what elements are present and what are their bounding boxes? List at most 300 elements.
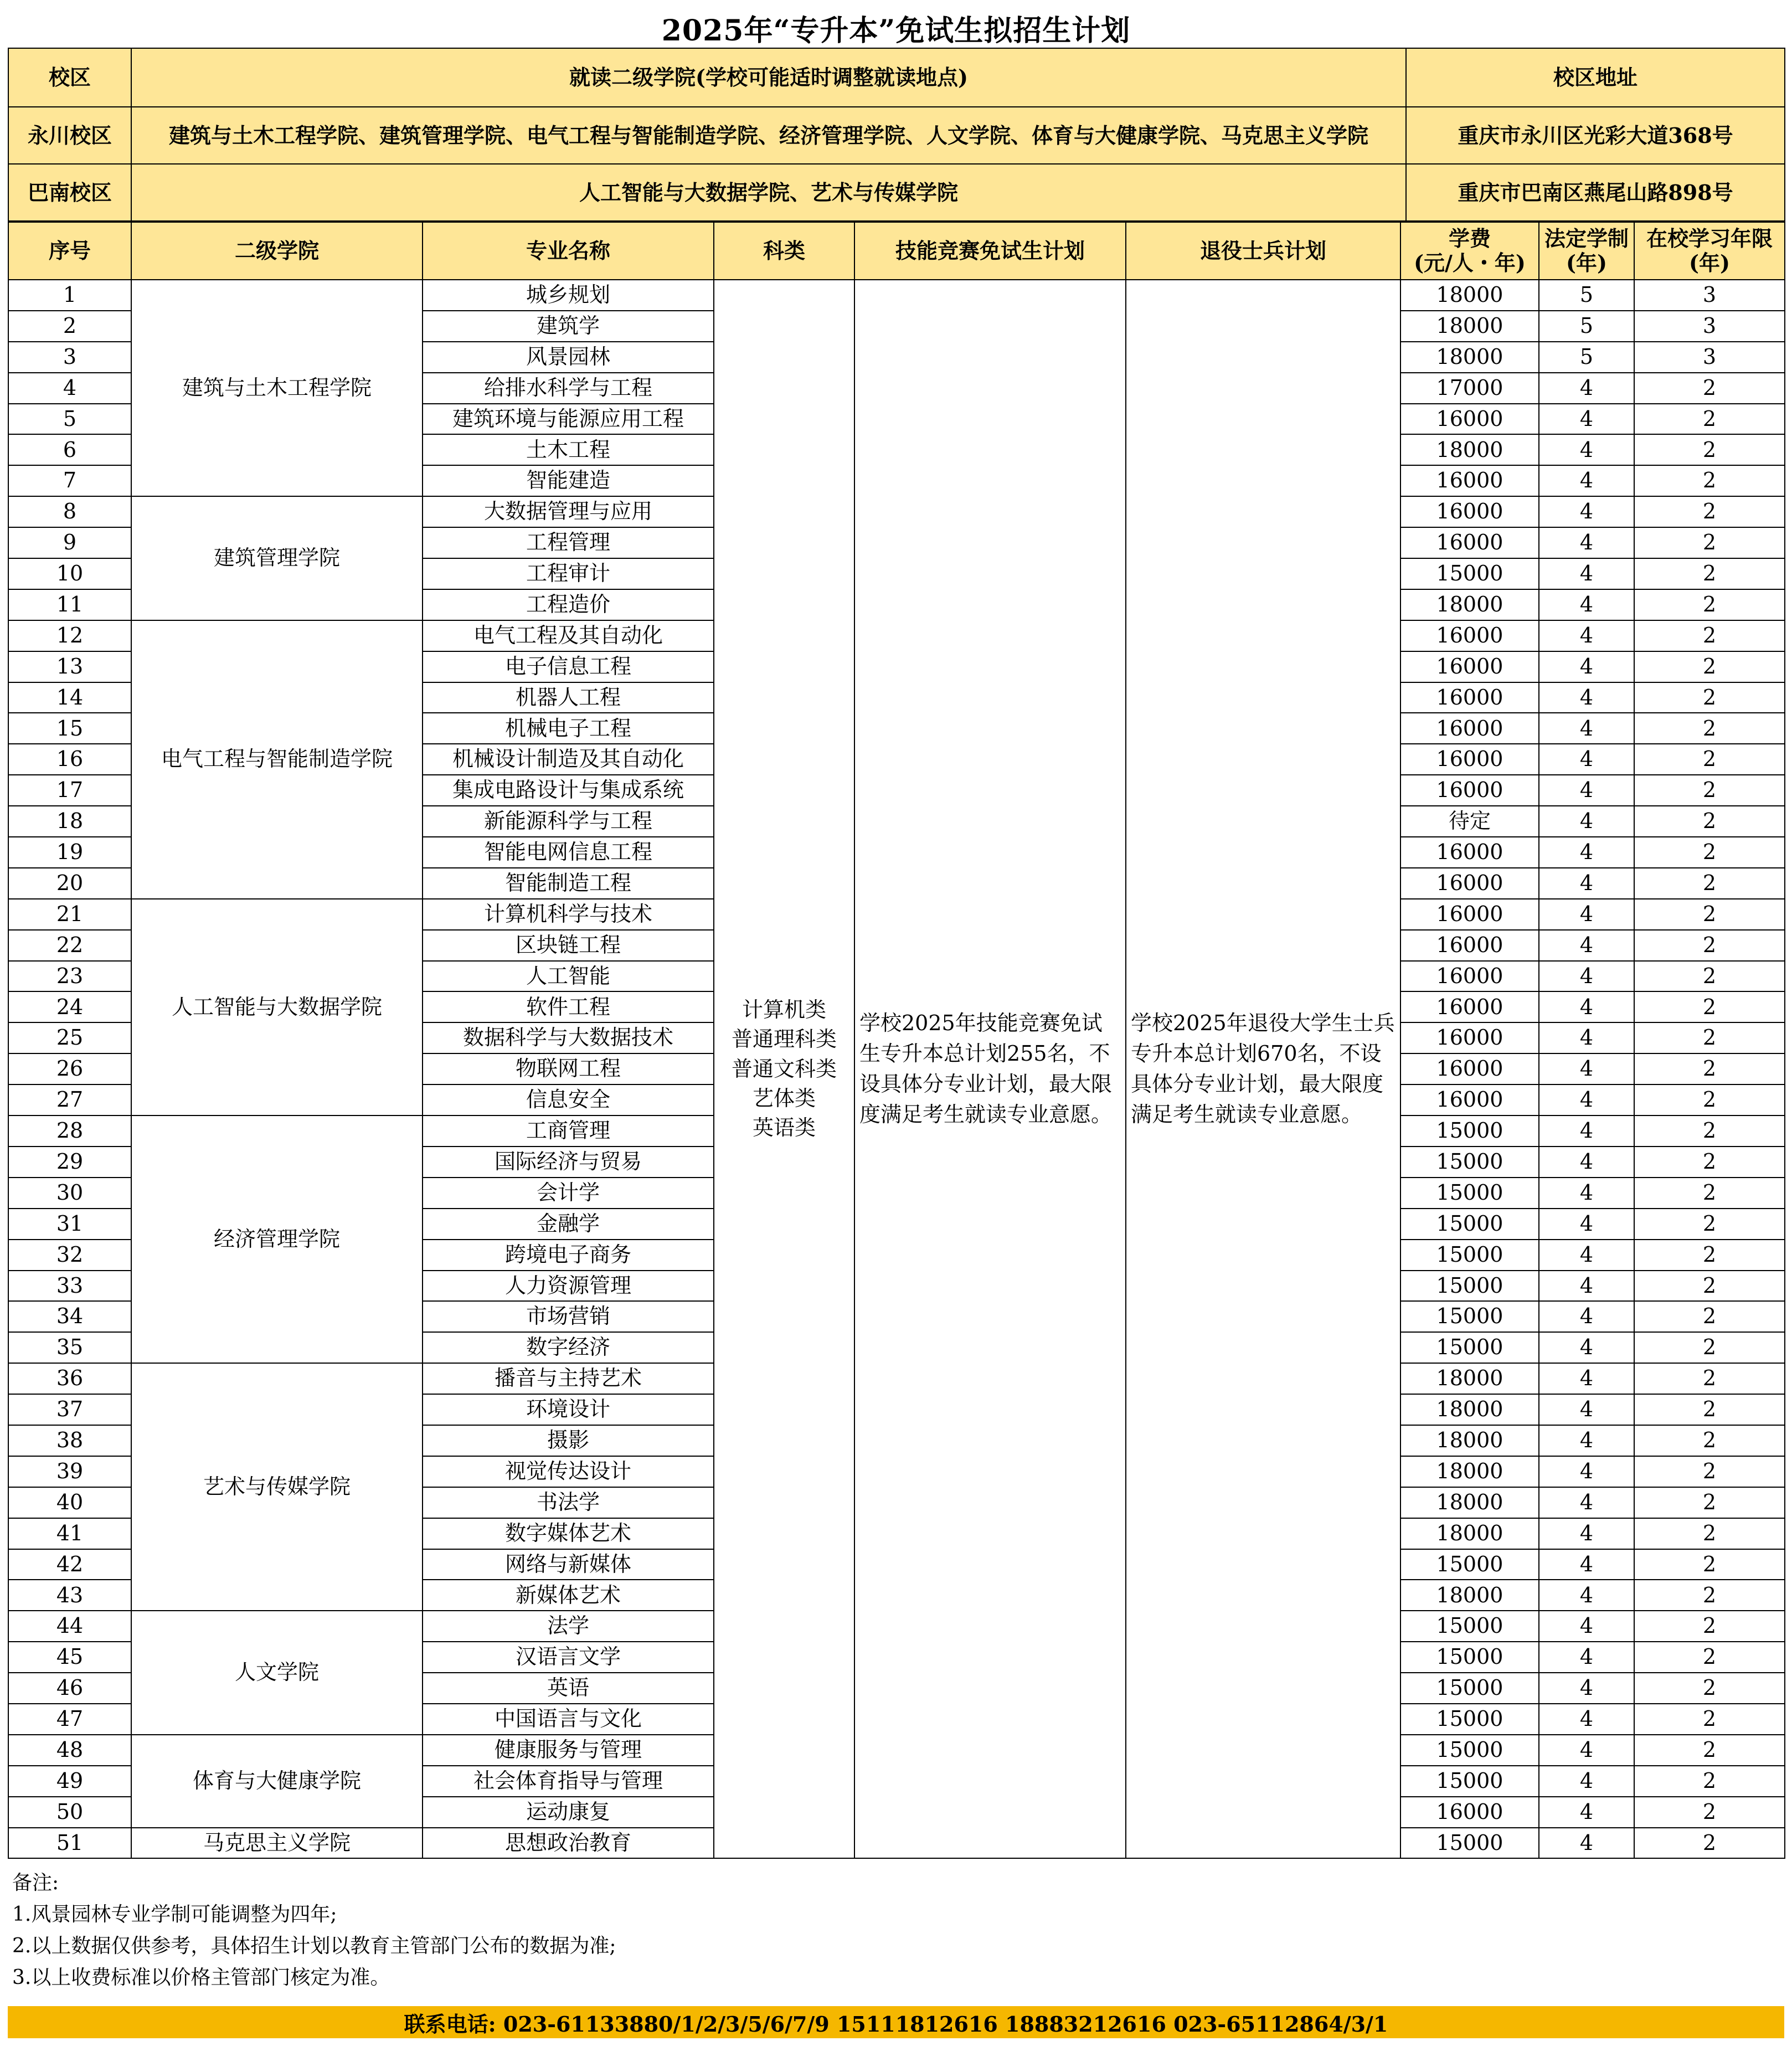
plan-header-row xyxy=(8,222,1785,280)
seq-cell: 21 xyxy=(8,899,131,930)
address-header: 校区地址 xyxy=(1406,48,1785,107)
major-cell: 数据科学与大数据技术 xyxy=(423,1022,714,1053)
study-years-header-line2: (年) xyxy=(1689,250,1730,275)
study-years-cell: 2 xyxy=(1634,434,1785,465)
skill-plan-cell: 学校2025年技能竞赛免试生专升本总计划255名，不设具体分专业计划，最大限度满足考生就读专业意愿。 xyxy=(854,280,1126,1858)
fee-cell: 16000 xyxy=(1400,682,1539,713)
major-cell: 大数据管理与应用 xyxy=(423,496,714,527)
major-cell: 计算机科学与技术 xyxy=(423,899,714,930)
veteran-plan-cell: 学校2025年退役大学生士兵专升本总计划670名，不设具体分专业计划，最大限度满足考生就读专业意愿。 xyxy=(1126,280,1400,1858)
study-years-cell: 2 xyxy=(1634,1766,1785,1797)
study-years-cell: 2 xyxy=(1634,1084,1785,1115)
study-years-cell: 2 xyxy=(1634,527,1785,558)
major-cell: 城乡规划 xyxy=(423,280,714,311)
study-years-cell: 2 xyxy=(1634,1271,1785,1302)
college-cell: 人文学院 xyxy=(131,1611,423,1735)
fee-cell: 18000 xyxy=(1400,1425,1539,1456)
duration-cell: 4 xyxy=(1539,1487,1634,1518)
college-cell: 马克思主义学院 xyxy=(131,1828,423,1859)
study-years-cell: 2 xyxy=(1634,1209,1785,1240)
study-years-cell: 2 xyxy=(1634,1518,1785,1549)
major-cell: 新能源科学与工程 xyxy=(423,806,714,837)
major-cell: 风景园林 xyxy=(423,342,714,373)
duration-header-line1: 法定学制 xyxy=(1544,226,1629,251)
major-cell: 市场营销 xyxy=(423,1301,714,1332)
study-years-cell: 2 xyxy=(1634,1301,1785,1332)
note-line: 1.风景园林专业学制可能调整为四年; xyxy=(12,1903,337,1926)
fee-cell: 16000 xyxy=(1400,744,1539,775)
duration-cell: 4 xyxy=(1539,527,1634,558)
colleges-header: 就读二级学院(学校可能适时调整就读地点) xyxy=(131,48,1406,107)
duration-cell: 4 xyxy=(1539,1147,1634,1178)
seq-cell: 1 xyxy=(8,280,131,311)
study-years-cell: 2 xyxy=(1634,682,1785,713)
duration-cell: 4 xyxy=(1539,744,1634,775)
seq-cell: 4 xyxy=(8,373,131,404)
seq-cell: 44 xyxy=(8,1611,131,1642)
fee-cell: 16000 xyxy=(1400,713,1539,744)
duration-cell: 4 xyxy=(1539,589,1634,620)
study-years-cell: 2 xyxy=(1634,651,1785,682)
study-years-cell: 2 xyxy=(1634,713,1785,744)
fee-header xyxy=(1400,222,1539,280)
college-cell: 经济管理学院 xyxy=(131,1115,423,1363)
duration-cell: 4 xyxy=(1539,651,1634,682)
major-cell: 机器人工程 xyxy=(423,682,714,713)
study-years-cell: 2 xyxy=(1634,404,1785,435)
major-cell: 电子信息工程 xyxy=(423,651,714,682)
fee-cell: 16000 xyxy=(1400,930,1539,961)
fee-cell: 16000 xyxy=(1400,1797,1539,1828)
major-cell: 数字媒体艺术 xyxy=(423,1518,714,1549)
campus-header-row xyxy=(8,48,1785,107)
seq-cell: 29 xyxy=(8,1147,131,1178)
duration-cell: 4 xyxy=(1539,1394,1634,1425)
study-years-cell: 2 xyxy=(1634,837,1785,868)
duration-cell: 4 xyxy=(1539,1580,1634,1611)
seq-cell: 3 xyxy=(8,342,131,373)
major-cell: 环境设计 xyxy=(423,1394,714,1425)
category-line: 普通文科类 xyxy=(731,1056,837,1081)
duration-cell: 4 xyxy=(1539,1611,1634,1642)
fee-cell: 16000 xyxy=(1400,961,1539,992)
duration-cell: 4 xyxy=(1539,404,1634,435)
duration-cell: 4 xyxy=(1539,1209,1634,1240)
college-cell: 艺术与传媒学院 xyxy=(131,1363,423,1611)
major-cell: 播音与主持艺术 xyxy=(423,1363,714,1394)
campus-row xyxy=(8,107,1785,164)
seq-header: 序号 xyxy=(8,222,131,280)
duration-cell: 4 xyxy=(1539,682,1634,713)
major-cell: 金融学 xyxy=(423,1209,714,1240)
duration-cell: 4 xyxy=(1539,1549,1634,1580)
seq-cell: 41 xyxy=(8,1518,131,1549)
fee-cell: 15000 xyxy=(1400,1115,1539,1147)
note-line: 2.以上数据仅供参考，具体招生计划以教育主管部门公布的数据为准; xyxy=(12,1935,616,1958)
seq-cell: 7 xyxy=(8,465,131,496)
seq-cell: 8 xyxy=(8,496,131,527)
seq-cell: 26 xyxy=(8,1053,131,1084)
seq-cell: 51 xyxy=(8,1828,131,1859)
duration-cell: 4 xyxy=(1539,1363,1634,1394)
duration-cell: 4 xyxy=(1539,1642,1634,1673)
seq-cell: 25 xyxy=(8,1022,131,1053)
major-cell: 物联网工程 xyxy=(423,1053,714,1084)
fee-cell: 16000 xyxy=(1400,496,1539,527)
major-cell: 工程管理 xyxy=(423,527,714,558)
duration-cell: 4 xyxy=(1539,1178,1634,1209)
seq-cell: 18 xyxy=(8,806,131,837)
seq-cell: 24 xyxy=(8,991,131,1022)
duration-cell: 4 xyxy=(1539,1828,1634,1859)
study-years-cell: 2 xyxy=(1634,1611,1785,1642)
seq-cell: 14 xyxy=(8,682,131,713)
major-cell: 思想政治教育 xyxy=(423,1828,714,1859)
fee-cell: 15000 xyxy=(1400,1332,1539,1363)
college-cell: 电气工程与智能制造学院 xyxy=(131,620,423,899)
major-cell: 工程审计 xyxy=(423,558,714,589)
college-cell: 体育与大健康学院 xyxy=(131,1735,423,1828)
category-header: 科类 xyxy=(714,222,854,280)
study-years-cell: 2 xyxy=(1634,496,1785,527)
study-years-cell: 2 xyxy=(1634,1053,1785,1084)
seq-cell: 15 xyxy=(8,713,131,744)
duration-cell: 4 xyxy=(1539,1797,1634,1828)
major-cell: 英语 xyxy=(423,1673,714,1704)
fee-cell: 16000 xyxy=(1400,651,1539,682)
seq-cell: 11 xyxy=(8,589,131,620)
study-years-cell: 2 xyxy=(1634,620,1785,651)
notes xyxy=(8,1859,1784,1994)
category-cell xyxy=(714,280,854,1858)
seq-cell: 6 xyxy=(8,434,131,465)
study-years-cell: 2 xyxy=(1634,1456,1785,1487)
fee-cell: 18000 xyxy=(1400,1518,1539,1549)
fee-cell: 16000 xyxy=(1400,1022,1539,1053)
fee-cell: 18000 xyxy=(1400,1394,1539,1425)
major-cell: 工程造价 xyxy=(423,589,714,620)
study-years-cell: 2 xyxy=(1634,1735,1785,1766)
duration-cell: 4 xyxy=(1539,558,1634,589)
duration-cell: 4 xyxy=(1539,868,1634,899)
study-years-cell: 2 xyxy=(1634,1332,1785,1363)
study-years-cell: 2 xyxy=(1634,930,1785,961)
duration-cell: 4 xyxy=(1539,1115,1634,1147)
major-cell: 软件工程 xyxy=(423,991,714,1022)
campus-address: 重庆市巴南区燕尾山路898号 xyxy=(1406,164,1785,221)
study-years-cell: 2 xyxy=(1634,991,1785,1022)
study-years-cell: 2 xyxy=(1634,744,1785,775)
duration-cell: 4 xyxy=(1539,1301,1634,1332)
fee-cell: 15000 xyxy=(1400,1642,1539,1673)
campus-address: 重庆市永川区光彩大道368号 xyxy=(1406,107,1785,164)
seq-cell: 27 xyxy=(8,1084,131,1115)
fee-header-line2: (元/人・年) xyxy=(1414,250,1526,275)
fee-cell: 15000 xyxy=(1400,1828,1539,1859)
duration-cell: 4 xyxy=(1539,1456,1634,1487)
major-cell: 建筑学 xyxy=(423,311,714,342)
seq-cell: 40 xyxy=(8,1487,131,1518)
duration-cell: 4 xyxy=(1539,373,1634,404)
notes-heading: 备注: xyxy=(12,1872,59,1895)
fee-cell: 16000 xyxy=(1400,1084,1539,1115)
major-cell: 集成电路设计与集成系统 xyxy=(423,775,714,806)
category-line: 英语类 xyxy=(752,1115,816,1140)
fee-cell: 18000 xyxy=(1400,280,1539,311)
major-cell: 数字经济 xyxy=(423,1332,714,1363)
fee-cell: 15000 xyxy=(1400,1611,1539,1642)
campus-name: 永川校区 xyxy=(8,107,131,164)
major-cell: 跨境电子商务 xyxy=(423,1240,714,1271)
duration-cell: 4 xyxy=(1539,899,1634,930)
seq-cell: 20 xyxy=(8,868,131,899)
duration-cell: 4 xyxy=(1539,806,1634,837)
seq-cell: 35 xyxy=(8,1332,131,1363)
major-cell: 摄影 xyxy=(423,1425,714,1456)
major-cell: 给排水科学与工程 xyxy=(423,373,714,404)
major-cell: 书法学 xyxy=(423,1487,714,1518)
duration-cell: 5 xyxy=(1539,280,1634,311)
duration-cell: 4 xyxy=(1539,1332,1634,1363)
seq-cell: 5 xyxy=(8,404,131,435)
duration-cell: 4 xyxy=(1539,1704,1634,1735)
seq-cell: 16 xyxy=(8,744,131,775)
major-cell: 视觉传达设计 xyxy=(423,1456,714,1487)
duration-cell: 4 xyxy=(1539,1673,1634,1704)
duration-cell: 4 xyxy=(1539,620,1634,651)
campus-colleges: 建筑与土木工程学院、建筑管理学院、电气工程与智能制造学院、经济管理学院、人文学院、体育与大健康学院、马克思主义学院 xyxy=(131,107,1406,164)
fee-cell: 17000 xyxy=(1400,373,1539,404)
fee-cell: 16000 xyxy=(1400,465,1539,496)
duration-header-line2: (年) xyxy=(1566,250,1607,275)
duration-cell: 4 xyxy=(1539,1271,1634,1302)
study-years-cell: 2 xyxy=(1634,1147,1785,1178)
fee-cell: 15000 xyxy=(1400,1209,1539,1240)
seq-cell: 33 xyxy=(8,1271,131,1302)
study-years-cell: 2 xyxy=(1634,1363,1785,1394)
seq-cell: 42 xyxy=(8,1549,131,1580)
fee-cell: 16000 xyxy=(1400,991,1539,1022)
fee-cell: 18000 xyxy=(1400,1487,1539,1518)
duration-header xyxy=(1539,222,1634,280)
fee-cell: 15000 xyxy=(1400,1735,1539,1766)
fee-cell: 16000 xyxy=(1400,404,1539,435)
fee-cell: 18000 xyxy=(1400,342,1539,373)
fee-cell: 15000 xyxy=(1400,1178,1539,1209)
duration-cell: 4 xyxy=(1539,1425,1634,1456)
study-years-cell: 2 xyxy=(1634,1580,1785,1611)
college-cell: 人工智能与大数据学院 xyxy=(131,899,423,1115)
major-cell: 运动康复 xyxy=(423,1797,714,1828)
plan-body xyxy=(8,280,1785,1858)
major-cell: 智能制造工程 xyxy=(423,868,714,899)
study-years-cell: 2 xyxy=(1634,1394,1785,1425)
major-cell: 网络与新媒体 xyxy=(423,1549,714,1580)
fee-cell: 待定 xyxy=(1400,806,1539,837)
study-years-cell: 3 xyxy=(1634,342,1785,373)
seq-cell: 22 xyxy=(8,930,131,961)
campus-row xyxy=(8,164,1785,221)
major-cell: 机械电子工程 xyxy=(423,713,714,744)
seq-cell: 28 xyxy=(8,1115,131,1147)
seq-cell: 10 xyxy=(8,558,131,589)
major-cell: 区块链工程 xyxy=(423,930,714,961)
fee-cell: 15000 xyxy=(1400,1704,1539,1735)
duration-cell: 4 xyxy=(1539,1766,1634,1797)
fee-cell: 16000 xyxy=(1400,527,1539,558)
fee-cell: 18000 xyxy=(1400,1580,1539,1611)
study-years-cell: 2 xyxy=(1634,1022,1785,1053)
major-cell: 人力资源管理 xyxy=(423,1271,714,1302)
college-cell: 建筑管理学院 xyxy=(131,496,423,620)
major-cell: 会计学 xyxy=(423,1178,714,1209)
fee-cell: 15000 xyxy=(1400,1301,1539,1332)
category-line: 普通理科类 xyxy=(731,1027,837,1052)
study-years-cell: 2 xyxy=(1634,1797,1785,1828)
study-years-cell: 3 xyxy=(1634,280,1785,311)
seq-cell: 9 xyxy=(8,527,131,558)
fee-cell: 16000 xyxy=(1400,868,1539,899)
duration-cell: 4 xyxy=(1539,465,1634,496)
duration-cell: 4 xyxy=(1539,837,1634,868)
seq-cell: 48 xyxy=(8,1735,131,1766)
seq-cell: 34 xyxy=(8,1301,131,1332)
study-years-cell: 2 xyxy=(1634,465,1785,496)
seq-cell: 47 xyxy=(8,1704,131,1735)
skill-plan-header: 技能竞赛免试生计划 xyxy=(854,222,1126,280)
major-cell: 新媒体艺术 xyxy=(423,1580,714,1611)
fee-cell: 15000 xyxy=(1400,1147,1539,1178)
major-cell: 人工智能 xyxy=(423,961,714,992)
duration-cell: 5 xyxy=(1539,311,1634,342)
duration-cell: 4 xyxy=(1539,1084,1634,1115)
study-years-cell: 2 xyxy=(1634,1673,1785,1704)
major-cell: 信息安全 xyxy=(423,1084,714,1115)
fee-cell: 15000 xyxy=(1400,1549,1539,1580)
campus-header: 校区 xyxy=(8,48,131,107)
study-years-header-line1: 在校学习年限 xyxy=(1646,226,1773,251)
fee-cell: 15000 xyxy=(1400,1766,1539,1797)
campus-name: 巴南校区 xyxy=(8,164,131,221)
major-cell: 建筑环境与能源应用工程 xyxy=(423,404,714,435)
note-line: 3.以上收费标准以价格主管部门核定为准。 xyxy=(12,1966,390,1990)
duration-cell: 4 xyxy=(1539,1022,1634,1053)
fee-cell: 15000 xyxy=(1400,1271,1539,1302)
study-years-cell: 2 xyxy=(1634,806,1785,837)
major-cell: 工商管理 xyxy=(423,1115,714,1147)
study-years-cell: 2 xyxy=(1634,1178,1785,1209)
veteran-plan-header: 退役士兵计划 xyxy=(1126,222,1400,280)
duration-cell: 4 xyxy=(1539,434,1634,465)
major-cell: 智能电网信息工程 xyxy=(423,837,714,868)
plan-table xyxy=(8,222,1785,1859)
seq-cell: 31 xyxy=(8,1209,131,1240)
seq-cell: 17 xyxy=(8,775,131,806)
fee-cell: 16000 xyxy=(1400,775,1539,806)
seq-cell: 45 xyxy=(8,1642,131,1673)
fee-cell: 15000 xyxy=(1400,1673,1539,1704)
study-years-cell: 2 xyxy=(1634,1115,1785,1147)
seq-cell: 43 xyxy=(8,1580,131,1611)
fee-cell: 16000 xyxy=(1400,620,1539,651)
seq-cell: 46 xyxy=(8,1673,131,1704)
duration-cell: 4 xyxy=(1539,496,1634,527)
seq-cell: 37 xyxy=(8,1394,131,1425)
fee-cell: 18000 xyxy=(1400,1456,1539,1487)
study-years-cell: 2 xyxy=(1634,899,1785,930)
duration-cell: 4 xyxy=(1539,775,1634,806)
category-line: 艺体类 xyxy=(752,1086,816,1111)
major-cell: 法学 xyxy=(423,1611,714,1642)
fee-cell: 18000 xyxy=(1400,434,1539,465)
seq-cell: 36 xyxy=(8,1363,131,1394)
duration-cell: 4 xyxy=(1539,930,1634,961)
study-years-cell: 2 xyxy=(1634,373,1785,404)
seq-cell: 2 xyxy=(8,311,131,342)
fee-cell: 18000 xyxy=(1400,311,1539,342)
plan-sheet xyxy=(8,8,1784,2038)
duration-cell: 4 xyxy=(1539,1240,1634,1271)
fee-cell: 18000 xyxy=(1400,1363,1539,1394)
study-years-cell: 2 xyxy=(1634,558,1785,589)
major-cell: 汉语言文学 xyxy=(423,1642,714,1673)
campus-table xyxy=(8,48,1785,222)
major-cell: 土木工程 xyxy=(423,434,714,465)
contact-footer: 联系电话: 023-61133880/1/2/3/5/6/7/9 15111812616 18883212616 023-65112864/3/1 xyxy=(8,2006,1784,2038)
study-years-header xyxy=(1634,222,1785,280)
duration-cell: 4 xyxy=(1539,961,1634,992)
duration-cell: 4 xyxy=(1539,1735,1634,1766)
fee-cell: 16000 xyxy=(1400,899,1539,930)
seq-cell: 12 xyxy=(8,620,131,651)
major-cell: 机械设计制造及其自动化 xyxy=(423,744,714,775)
study-years-cell: 2 xyxy=(1634,1549,1785,1580)
duration-cell: 5 xyxy=(1539,342,1634,373)
major-cell: 电气工程及其自动化 xyxy=(423,620,714,651)
seq-cell: 50 xyxy=(8,1797,131,1828)
college-cell: 建筑与土木工程学院 xyxy=(131,280,423,496)
study-years-cell: 2 xyxy=(1634,1704,1785,1735)
major-header: 专业名称 xyxy=(423,222,714,280)
duration-cell: 4 xyxy=(1539,713,1634,744)
major-cell: 智能建造 xyxy=(423,465,714,496)
study-years-cell: 2 xyxy=(1634,1487,1785,1518)
study-years-cell: 2 xyxy=(1634,961,1785,992)
study-years-cell: 2 xyxy=(1634,1425,1785,1456)
page-title: 2025年“专升本”免试生拟招生计划 xyxy=(661,13,1131,48)
college-header: 二级学院 xyxy=(131,222,423,280)
fee-cell: 16000 xyxy=(1400,837,1539,868)
seq-cell: 39 xyxy=(8,1456,131,1487)
campus-colleges: 人工智能与大数据学院、艺术与传媒学院 xyxy=(131,164,1406,221)
seq-cell: 49 xyxy=(8,1766,131,1797)
study-years-cell: 2 xyxy=(1634,775,1785,806)
fee-cell: 18000 xyxy=(1400,589,1539,620)
study-years-cell: 2 xyxy=(1634,1240,1785,1271)
study-years-cell: 2 xyxy=(1634,868,1785,899)
study-years-cell: 2 xyxy=(1634,589,1785,620)
seq-cell: 38 xyxy=(8,1425,131,1456)
seq-cell: 13 xyxy=(8,651,131,682)
seq-cell: 30 xyxy=(8,1178,131,1209)
fee-cell: 16000 xyxy=(1400,1053,1539,1084)
seq-cell: 32 xyxy=(8,1240,131,1271)
major-cell: 社会体育指导与管理 xyxy=(423,1766,714,1797)
duration-cell: 4 xyxy=(1539,991,1634,1022)
major-cell: 中国语言与文化 xyxy=(423,1704,714,1735)
duration-cell: 4 xyxy=(1539,1518,1634,1549)
major-cell: 国际经济与贸易 xyxy=(423,1147,714,1178)
